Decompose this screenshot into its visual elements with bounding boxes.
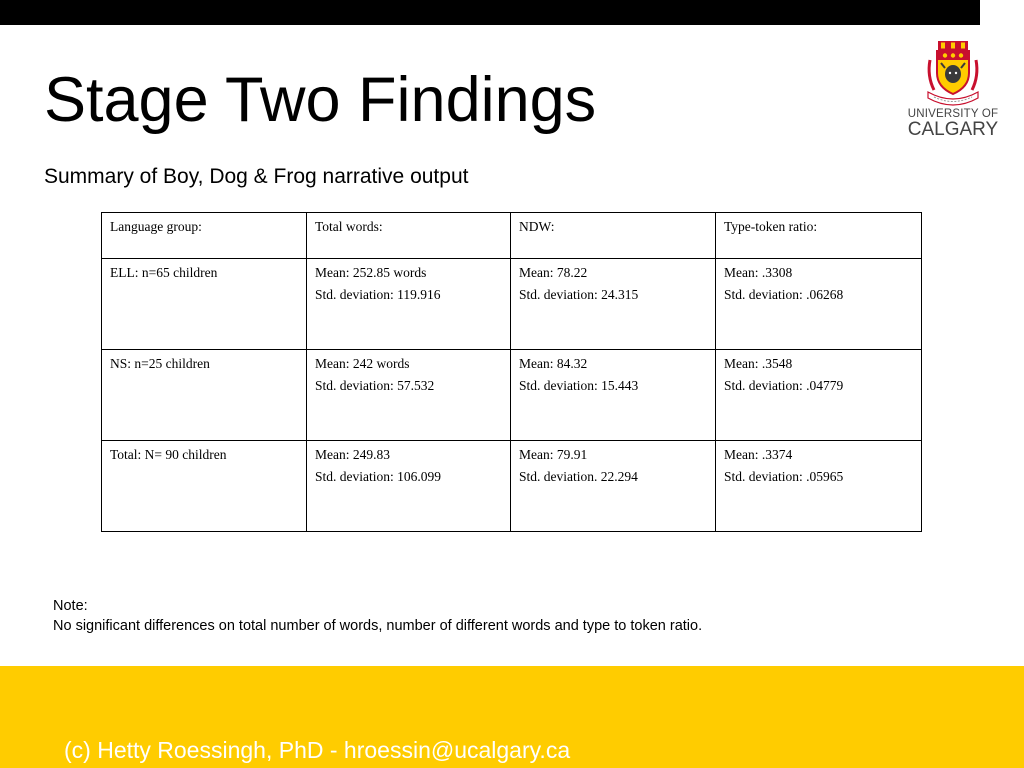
mean-value: Mean: 252.85 words: [315, 265, 427, 280]
group-label: ELL: n=65 children: [110, 265, 218, 280]
mean-value: Mean: 78.22: [519, 265, 588, 280]
cell-group: [102, 259, 307, 350]
sd-value: Std. deviation: .06268: [724, 287, 844, 302]
sd-value: Std. deviation: 119.916: [315, 287, 441, 302]
findings-table: [101, 212, 922, 532]
mean-value: Mean: .3548: [724, 356, 793, 371]
table-header-row: [102, 213, 922, 259]
slide-title: Stage Two Findings: [44, 65, 597, 135]
cell-ndw: [511, 350, 716, 441]
sd-value: Std. deviation: .04779: [724, 378, 844, 393]
cell-group: [102, 441, 307, 532]
cell-total-words: [307, 441, 511, 532]
header-total-words: Total words:: [307, 213, 511, 259]
mean-value: Mean: 84.32: [519, 356, 588, 371]
top-bar: [0, 0, 980, 25]
cell-total-words: [307, 350, 511, 441]
university-crest-icon: [924, 40, 982, 106]
table-row-ns: [102, 350, 922, 441]
footer-copyright: (c) Hetty Roessingh, PhD - hroessin@ucalgary.ca: [64, 737, 571, 763]
header-ndw: NDW:: [511, 213, 716, 259]
cell-ndw: [511, 441, 716, 532]
note-label: Note:: [53, 598, 88, 614]
sd-value: Std. deviation: 24.315: [519, 287, 639, 302]
header-type-token-ratio: Type-token ratio:: [716, 213, 922, 259]
sd-value: Std. deviation: 15.443: [519, 378, 639, 393]
sd-value: Std. deviation. 22.294: [519, 469, 638, 484]
mean-value: Mean: 79.91: [519, 447, 588, 462]
sd-value: Std. deviation: .05965: [724, 469, 844, 484]
slide-subtitle: Summary of Boy, Dog & Frog narrative output: [44, 165, 469, 188]
group-label: Total: N= 90 children: [110, 447, 227, 462]
university-logo: [904, 40, 1002, 144]
mean-value: Mean: 242 words: [315, 356, 410, 371]
mean-value: Mean: .3308: [724, 265, 793, 280]
cell-group: [102, 350, 307, 441]
mean-value: Mean: .3374: [724, 447, 793, 462]
sd-value: Std. deviation: 57.532: [315, 378, 435, 393]
cell-ttr: [716, 259, 922, 350]
logo-text-calgary: CALGARY: [907, 119, 999, 140]
cell-ttr: [716, 350, 922, 441]
group-label: NS: n=25 children: [110, 356, 210, 371]
cell-ttr: [716, 441, 922, 532]
table-row-ell: [102, 259, 922, 350]
note-text: No significant differences on total number of words, number of different words and type to token ratio.: [53, 618, 703, 634]
cell-ndw: [511, 259, 716, 350]
mean-value: Mean: 249.83: [315, 447, 390, 462]
table-row-total: [102, 441, 922, 532]
cell-total-words: [307, 259, 511, 350]
header-language-group: Language group:: [102, 213, 307, 259]
note-block: [53, 596, 702, 636]
sd-value: Std. deviation: 106.099: [315, 469, 441, 484]
logo-text-university-of: UNIVERSITY OF: [907, 108, 999, 120]
